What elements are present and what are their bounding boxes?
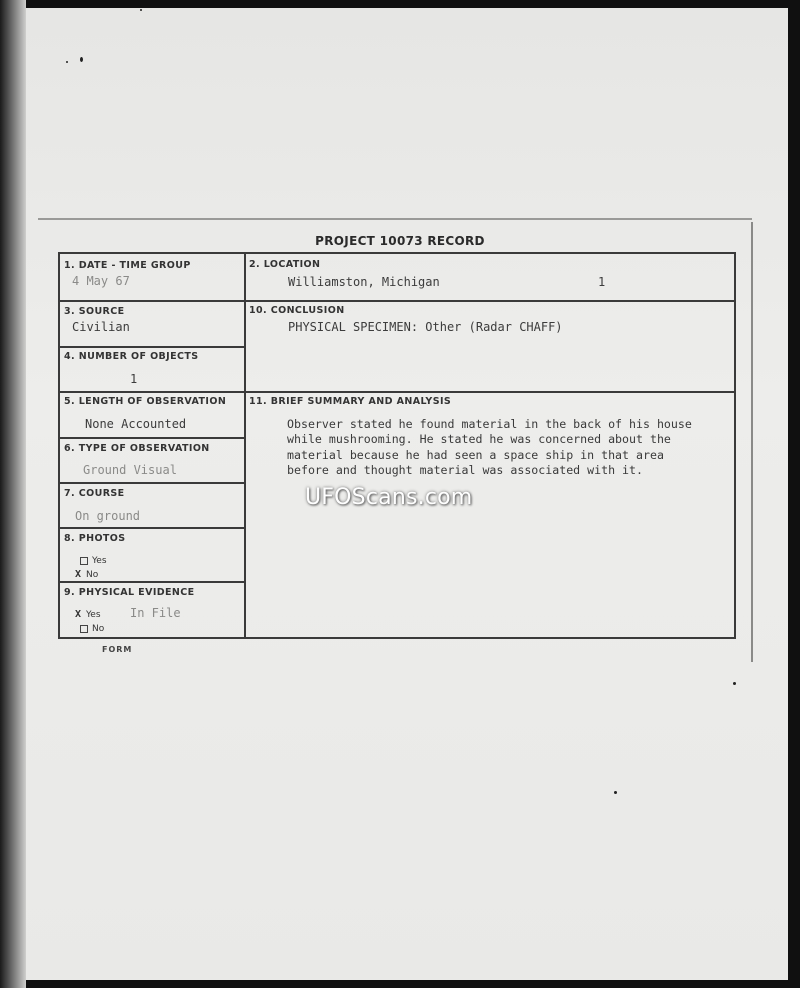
physical-evidence-note: In File (130, 606, 181, 620)
photos-no-checkmark: X (75, 569, 82, 580)
summary-line: material because he had seen a space ship in that area (287, 447, 664, 462)
evidence-yes-option (75, 609, 101, 620)
scan-speck (140, 9, 142, 11)
type-of-observation-label: 6. TYPE OF OBSERVATION (64, 443, 210, 454)
row-divider (60, 581, 244, 583)
source-label: 3. SOURCE (64, 306, 125, 317)
evidence-yes-checkmark: X (75, 609, 82, 620)
summary-line: while mushrooming. He stated he was concerned about the (287, 432, 671, 447)
row-divider (60, 346, 244, 348)
date-time-label: 1. DATE - TIME GROUP (64, 260, 191, 271)
scan-speck (733, 682, 736, 685)
physical-evidence-label: 9. PHYSICAL EVIDENCE (64, 587, 195, 598)
watermark: UFOScans.com (305, 485, 473, 510)
photos-yes-label: Yes (92, 556, 107, 566)
number-of-objects-label: 4. NUMBER OF OBJECTS (64, 351, 199, 362)
summary-text (287, 417, 737, 479)
row-divider (60, 482, 244, 484)
evidence-no-checkbox (80, 625, 88, 633)
evidence-yes-label: Yes (86, 610, 101, 620)
row-divider (60, 300, 734, 302)
top-rule (38, 218, 752, 220)
length-of-observation-value: None Accounted (85, 417, 187, 431)
form-footer: FORM (102, 645, 133, 654)
row-divider (60, 527, 244, 529)
conclusion-value: PHYSICAL SPECIMEN: Other (Radar CHAFF) (288, 320, 563, 334)
scan-speck (614, 791, 617, 794)
source-value: Civilian (72, 320, 130, 334)
photos-yes-option (80, 556, 107, 566)
photos-no-label: No (86, 570, 99, 580)
course-value: On ground (75, 509, 141, 523)
row-divider (60, 391, 734, 393)
column-divider (244, 254, 246, 637)
row-divider (60, 437, 244, 439)
date-time-value: 4 May 67 (72, 274, 130, 288)
photos-yes-checkbox (80, 557, 88, 565)
type-of-observation-value: Ground Visual (83, 463, 177, 477)
photos-label: 8. PHOTOS (64, 533, 126, 544)
length-of-observation-label: 5. LENGTH OF OBSERVATION (64, 396, 227, 407)
summary-line: Observer stated he found material in the back of his house (287, 417, 692, 431)
photos-no-option (75, 569, 98, 580)
course-label: 7. COURSE (64, 488, 125, 499)
location-label: 2. LOCATION (249, 259, 321, 270)
scan-edge (0, 0, 26, 988)
scan-speck (80, 57, 83, 62)
evidence-no-label: No (92, 624, 105, 634)
summary-label: 11. BRIEF SUMMARY AND ANALYSIS (249, 396, 452, 407)
form-title: PROJECT 10073 RECORD (315, 234, 485, 248)
location-value: Williamston, Michigan (288, 275, 440, 289)
right-rule (751, 222, 753, 662)
evidence-no-option (80, 624, 104, 634)
conclusion-label: 10. CONCLUSION (249, 305, 345, 316)
scan-speck (66, 61, 68, 63)
location-extra: 1 (598, 275, 606, 289)
summary-line: before and thought material was associated with it. (287, 463, 643, 478)
number-of-objects-value: 1 (130, 372, 138, 386)
